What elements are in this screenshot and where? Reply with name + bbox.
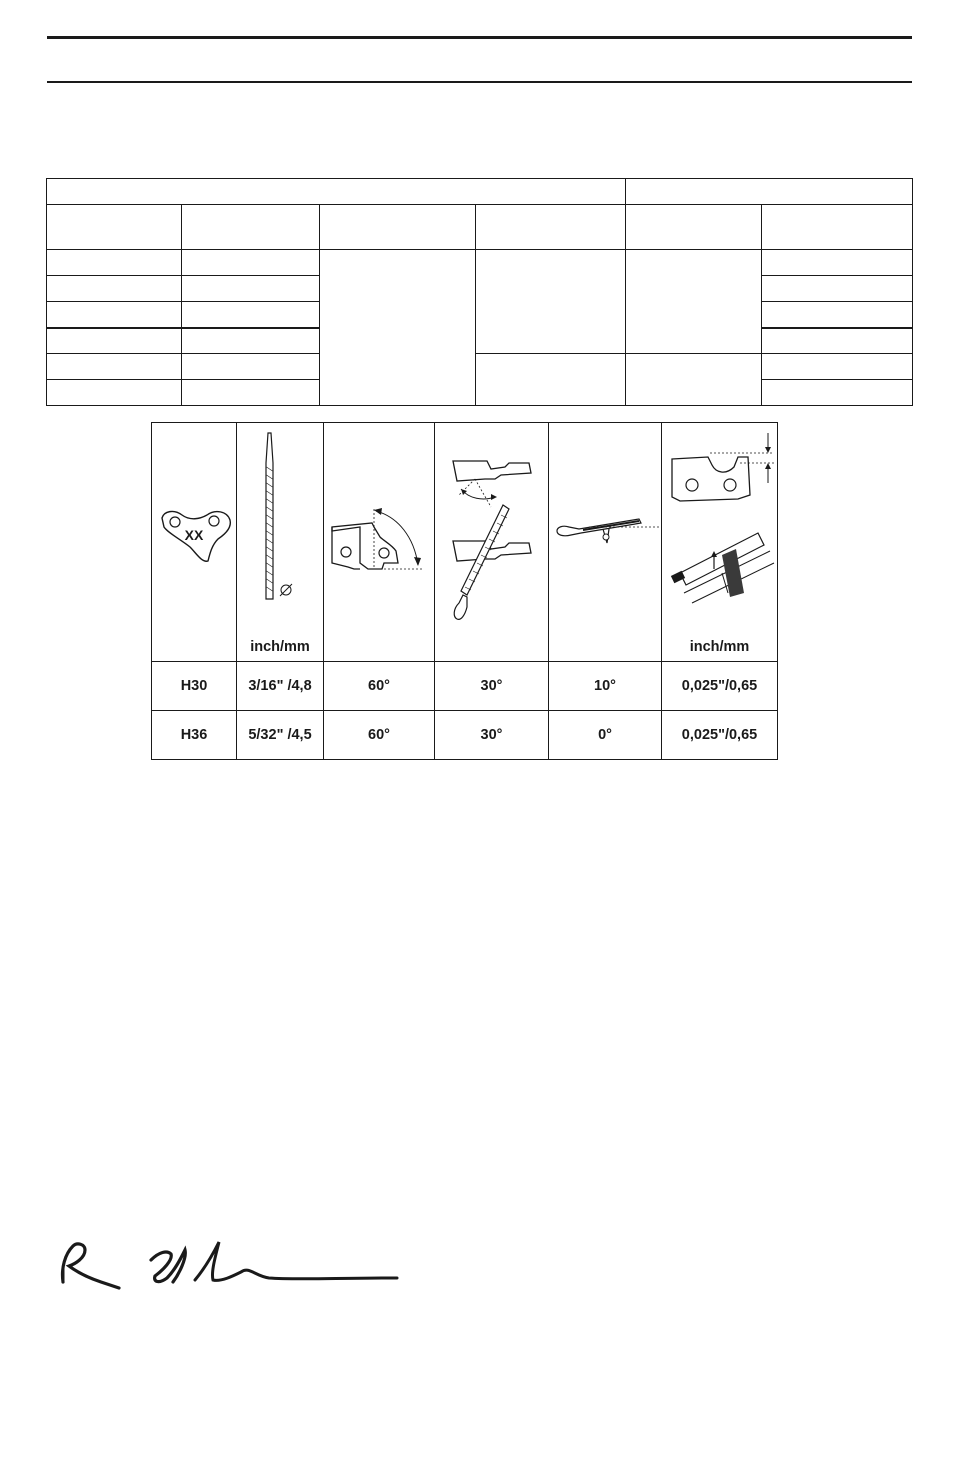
depth-gauge-unit: inch/mm bbox=[689, 639, 750, 655]
depth-gauge-icon bbox=[662, 423, 778, 661]
combo-cell bbox=[762, 328, 913, 354]
bar-chain-combination-table bbox=[46, 178, 913, 406]
combo-col-header bbox=[626, 205, 762, 250]
file-diameter-cell bbox=[237, 423, 324, 662]
combo-cell-merged bbox=[626, 354, 762, 406]
combo-group-header-bar bbox=[47, 179, 626, 205]
combo-cell bbox=[182, 250, 320, 276]
combo-col-header bbox=[47, 205, 182, 250]
round-file-icon bbox=[237, 423, 324, 661]
top-plate-angle-value: 60° bbox=[324, 711, 435, 760]
depth-gauge-value: 0,025"/0,65 bbox=[662, 711, 778, 760]
combo-cell-merged bbox=[320, 250, 476, 406]
top-plate-angle-icon bbox=[324, 423, 435, 661]
depth-gauge-cell bbox=[662, 423, 778, 662]
cutting-angle-value: 30° bbox=[435, 662, 549, 711]
cutting-angle-cell bbox=[435, 423, 549, 662]
combo-cell bbox=[182, 328, 320, 354]
second-rule bbox=[47, 81, 912, 83]
handwritten-signature bbox=[55, 1232, 405, 1302]
combo-cell bbox=[762, 302, 913, 328]
combo-cell bbox=[47, 302, 182, 328]
drive-link-cell bbox=[152, 423, 237, 662]
drive-link-icon bbox=[152, 423, 237, 661]
drive-link-marking: XX bbox=[184, 527, 204, 543]
file-holder-icon bbox=[549, 423, 662, 661]
combo-cell bbox=[762, 354, 913, 380]
combo-cell bbox=[762, 380, 913, 406]
combo-col-header bbox=[320, 205, 476, 250]
table-row bbox=[152, 711, 778, 760]
combo-cell bbox=[47, 276, 182, 302]
combo-cell-merged bbox=[626, 250, 762, 354]
combo-cell bbox=[47, 380, 182, 406]
cutting-angle-icon bbox=[435, 423, 549, 661]
model-cell: H36 bbox=[152, 711, 237, 760]
combo-col-header bbox=[762, 205, 913, 250]
depth-gauge-value: 0,025"/0,65 bbox=[662, 662, 778, 711]
combo-col-header bbox=[476, 205, 626, 250]
combo-cell bbox=[182, 302, 320, 328]
combo-cell bbox=[182, 276, 320, 302]
combo-cell bbox=[47, 328, 182, 354]
file-tilt-angle-value: 0° bbox=[549, 711, 662, 760]
top-plate-angle-cell bbox=[324, 423, 435, 662]
top-plate-angle-value: 60° bbox=[324, 662, 435, 711]
top-rule bbox=[47, 36, 912, 39]
combo-cell bbox=[47, 250, 182, 276]
cutting-angle-value: 30° bbox=[435, 711, 549, 760]
combo-cell-merged bbox=[476, 250, 626, 354]
file-tilt-angle-value: 10° bbox=[549, 662, 662, 711]
sharpening-table bbox=[151, 422, 778, 760]
combo-cell-merged bbox=[476, 354, 626, 406]
combo-cell bbox=[182, 354, 320, 380]
combo-cell bbox=[762, 250, 913, 276]
combo-cell bbox=[762, 276, 913, 302]
combo-cell bbox=[182, 380, 320, 406]
table-row bbox=[152, 662, 778, 711]
combo-group-header-chain bbox=[626, 179, 913, 205]
file-tilt-angle-cell bbox=[549, 423, 662, 662]
model-cell: H30 bbox=[152, 662, 237, 711]
combo-cell bbox=[47, 354, 182, 380]
file-diameter-unit: inch/mm bbox=[250, 639, 310, 655]
file-diameter-value: 5/32" /4,5 bbox=[237, 711, 324, 760]
combo-col-header bbox=[182, 205, 320, 250]
file-diameter-value: 3/16" /4,8 bbox=[237, 662, 324, 711]
